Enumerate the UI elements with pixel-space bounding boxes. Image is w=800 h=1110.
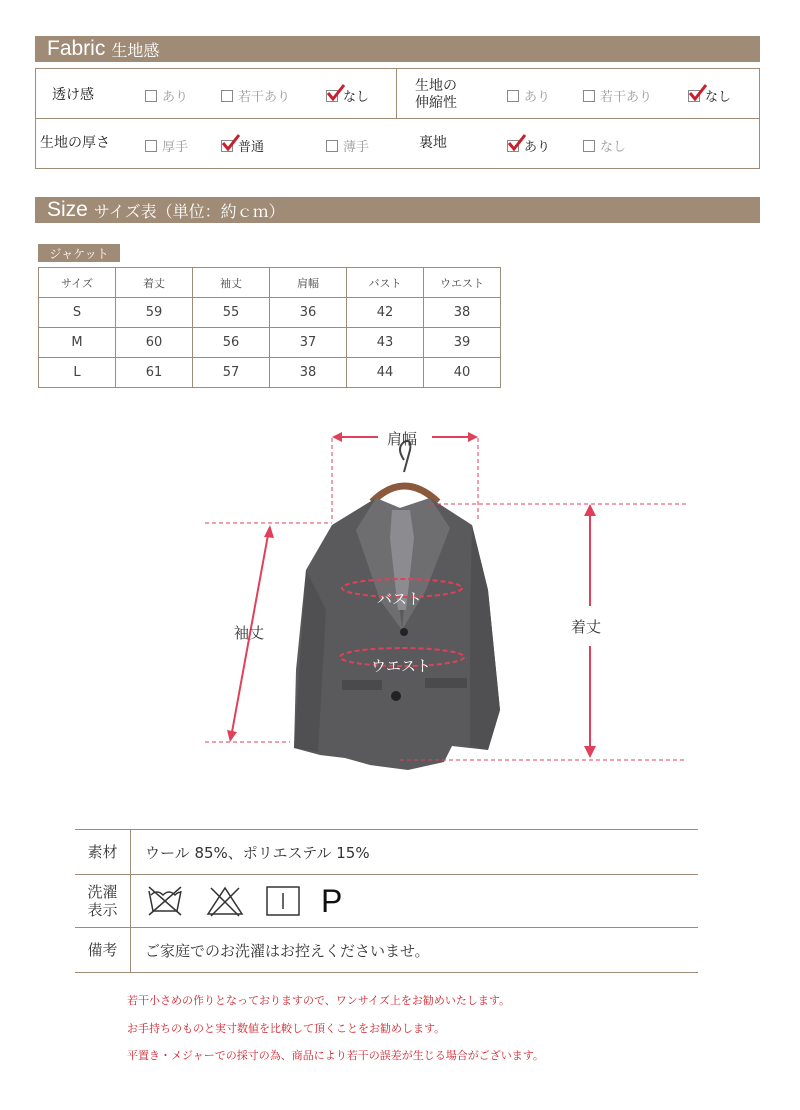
size-header-cell: ウエスト bbox=[424, 268, 501, 298]
fabric-label-lining: 裏地 bbox=[419, 135, 447, 151]
size-header-cell: 肩幅 bbox=[270, 268, 347, 298]
material-row bbox=[75, 830, 698, 875]
table-row bbox=[39, 328, 501, 358]
remarks-value: ご家庭でのお洗濯はお控えくださいませ。 bbox=[145, 941, 430, 960]
fabric-table bbox=[35, 68, 760, 169]
size-cell: L bbox=[39, 358, 116, 388]
size-cell: 38 bbox=[424, 298, 501, 328]
fabric-option: 若干あり bbox=[583, 86, 652, 105]
size-cell: 43 bbox=[347, 328, 424, 358]
care-label: 洗濯 表示 bbox=[75, 875, 131, 927]
size-cell: 56 bbox=[193, 328, 270, 358]
jacket-image bbox=[294, 498, 500, 770]
fabric-option-checked: 普通 bbox=[221, 136, 264, 155]
size-header-cell: 袖丈 bbox=[193, 268, 270, 298]
size-table bbox=[38, 267, 501, 388]
size-cell: 61 bbox=[116, 358, 193, 388]
fabric-title-en: Fabric bbox=[47, 37, 106, 60]
note-line: 若干小さめの作りとなっておりますので、ワンサイズ上をお勧めいたします。 bbox=[127, 994, 511, 1007]
remarks-label: 備考 bbox=[75, 928, 131, 972]
line-dry-icon bbox=[265, 885, 301, 917]
material-table bbox=[75, 829, 698, 973]
checkmark-icon bbox=[325, 82, 347, 104]
fabric-label-stretch: 生地の 伸縮性 bbox=[415, 78, 457, 111]
waist-label: ウエスト bbox=[371, 657, 432, 675]
size-header-cell: 着丈 bbox=[116, 268, 193, 298]
size-cell: 60 bbox=[116, 328, 193, 358]
size-category-tag: ジャケット bbox=[38, 244, 120, 262]
total-length-label: 着丈 bbox=[571, 618, 602, 636]
size-title-en: Size bbox=[47, 198, 88, 221]
size-cell: S bbox=[39, 298, 116, 328]
size-cell: 42 bbox=[347, 298, 424, 328]
size-table-header-row bbox=[39, 268, 501, 298]
no-bleach-icon bbox=[205, 885, 245, 917]
care-symbols bbox=[131, 875, 698, 927]
fabric-label-thickness: 生地の厚さ bbox=[40, 135, 110, 151]
fabric-option: あり bbox=[507, 86, 550, 105]
shoulder-width-label: 肩幅 bbox=[387, 430, 418, 448]
material-label: 素材 bbox=[75, 830, 131, 874]
fabric-option: なし bbox=[583, 136, 626, 155]
note-line: お手持ちのものと実寸数値を比較して頂くことをお勧めします。 bbox=[127, 1022, 446, 1035]
hanger-icon bbox=[372, 441, 438, 502]
size-cell: 57 bbox=[193, 358, 270, 388]
size-header-cell: バスト bbox=[347, 268, 424, 298]
sleeve-length-label: 袖丈 bbox=[234, 624, 265, 642]
size-cell: 39 bbox=[424, 328, 501, 358]
checkmark-icon bbox=[506, 132, 528, 154]
size-cell: 37 bbox=[270, 328, 347, 358]
size-cell: 44 bbox=[347, 358, 424, 388]
dry-clean-p-icon: P bbox=[321, 882, 343, 919]
fabric-section-header bbox=[35, 36, 760, 62]
fabric-option-checked: なし bbox=[326, 86, 369, 105]
table-row bbox=[39, 358, 501, 388]
fabric-option-checked: なし bbox=[688, 86, 731, 105]
checkmark-icon bbox=[687, 82, 709, 104]
size-cell: M bbox=[39, 328, 116, 358]
size-cell: 38 bbox=[270, 358, 347, 388]
size-section-header bbox=[35, 197, 760, 223]
bust-label: バスト bbox=[377, 590, 423, 608]
fabric-option: あり bbox=[145, 86, 188, 105]
size-title-jp: サイズ表（単位：約ｃｍ） bbox=[93, 201, 285, 221]
size-cell: 36 bbox=[270, 298, 347, 328]
fabric-option-checked: あり bbox=[507, 136, 550, 155]
note-line: 平置き・メジャーでの採寸の為、商品により若干の誤差が生じる場合がございます。 bbox=[127, 1049, 544, 1062]
fabric-label-transparency: 透け感 bbox=[52, 87, 94, 103]
care-row bbox=[75, 875, 698, 928]
no-wash-icon bbox=[145, 885, 185, 917]
checkmark-icon bbox=[220, 132, 242, 154]
material-value: ウール 85%、ポリエステル 15% bbox=[145, 843, 370, 862]
remarks-row bbox=[75, 928, 698, 972]
fabric-option: 若干あり bbox=[221, 86, 290, 105]
size-cell: 55 bbox=[193, 298, 270, 328]
fabric-option: 厚手 bbox=[145, 136, 188, 155]
table-row bbox=[39, 298, 501, 328]
fabric-option: 薄手 bbox=[326, 136, 369, 155]
size-cell: 59 bbox=[116, 298, 193, 328]
size-header-cell: サイズ bbox=[39, 268, 116, 298]
size-cell: 40 bbox=[424, 358, 501, 388]
fabric-title-jp: 生地感 bbox=[111, 40, 160, 60]
